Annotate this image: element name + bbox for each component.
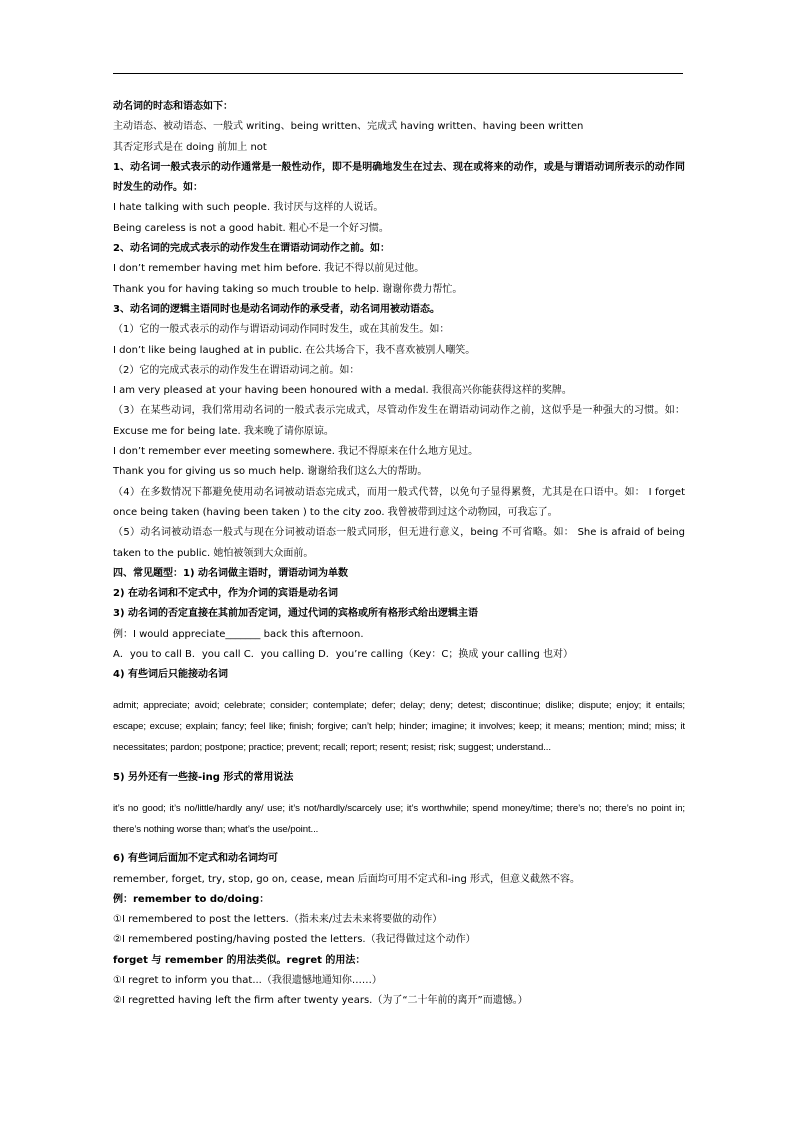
rule-3-point-1: （1）它的一般式表示的动作与谓语动词动作同时发生，或在其前发生。如： [113,324,450,336]
rule-1-example-1: I hate talking with such people. 我讨厌与这样的人说话。 [113,202,384,214]
question-type-5: 5) 另外还有一些接-ing 形式的常用说法 [113,771,294,783]
question-type-3-example: 例：I would appreciate_______ back this afternoon. [113,628,364,640]
question-types-title: 四、常见题型：1) 动名词做主语时，谓语动词为单数 [113,567,349,579]
remember-example-title: 例：remember to do/doing： [113,893,270,905]
question-type-3: 3) 动名词的否定直接在其前加否定词，通过代词的宾格或所有格形式给出逻辑主语 [113,608,479,620]
rule-2-title: 2、动名词的完成式表示的动作发生在谓语动词动作之前。如： [113,243,390,255]
rule-3-point-3-example-2: Thank you for giving us so much help. 谢谢给我们这么大的帮助。 [113,466,428,478]
question-type-6: 6) 有些词后面加不定式和动名词均可 [113,853,279,865]
rule-1-title: 1、动名词一般式表示的动作通常是一般性动作，即不是明确地发生在过去、现在或将来的动作，或是与谓语动词所表示的动作同时发生的动作。如： [113,161,685,194]
rule-3-point-2: （2）它的完成式表示的动作发生在谓语动词之前。如： [113,364,360,376]
rule-3-point-4: （4）在多数情况下都避免使用动名词被动语态完成式，而用一般式代替，以免句子显得累赘，尤其是在口语中。如： I forget once being taken (having been taken ) to the city zoo. 我曾被带到过这个动物园，可我忘了。 [113,486,685,518]
regret-example-1: ①I regret to inform you that...（我很遗憾地通知你……） [113,975,382,987]
rule-3-point-5: （5）动名词被动语态一般式与现在分词被动语态一般式同形，但无进行意义，being 不可省略。如： She is afraid of being taken to the public. 她怕被领到大众面前。 [113,527,685,559]
rule-2-example-2: Thank you for having taking so much trouble to help. 谢谢你费力帮忙。 [113,283,463,295]
question-type-3-options: A．you to call B．you call C．you calling D．you’re calling（Key：C；换成 your calling 也对） [113,649,574,661]
remember-example-2: ②I remembered posting/having posted the letters.（我记得做过这个动作） [113,934,476,946]
document-body [113,97,685,1012]
rule-3-point-2-example: I am very pleased at your having been honoured with a medal. 我很高兴你能获得这样的奖牌。 [113,385,572,397]
question-type-6-verbs: remember, forget, try, stop, go on, cease, mean 后面均可用不定式和-ing 形式，但意义截然不容。 [113,873,581,885]
rule-3-point-3: （3）在某些动词，我们常用动名词的一般式表示完成式，尽管动作发生在谓语动词动作之前，这似乎是一种强大的习惯。如：Excuse me for being late. 我来晚了请你原谅。 [113,405,685,437]
gerund-only-verb-list: admit; appreciate; avoid; celebrate; consider; contemplate; defer; delay; deny; detest; discontinue; dislike; dispute; enjoy; it entails; escape; excuse; explain; fancy; feel like; finish; forgive; can’t help; hinder; imagine; it involves; keep; it means; mention; mind; miss; it necessitates; pardon; postpone; practice; prevent; recall; report; resent; resist; risk; suggest; understand... [113,700,685,754]
question-type-4: 4) 有些词后只能接动名词 [113,669,229,681]
rule-3-title: 3、动名词的逻辑主语同时也是动名词动作的承受者，动名词用被动语态。 [113,303,440,315]
remember-example-1: ①I remembered to post the letters.（指未来/过去未来将要做的动作） [113,914,443,926]
regret-example-2: ②I regretted having left the firm after twenty years.（为了“二十年前的离开”而遗憾。） [113,995,528,1007]
forget-regret-title: forget 与 remember 的用法类似。regret 的用法： [113,954,366,966]
rule-1-example-2: Being careless is not a good habit. 粗心不是一个好习惯。 [113,222,389,234]
rule-3-point-3-example-1: I don’t remember ever meeting somewhere. 我记不得原来在什么地方见过。 [113,446,479,458]
question-type-2: 2) 在动名词和不定式中，作为介词的宾语是动名词 [113,588,339,600]
section-heading: 动名词的时态和语态如下： [113,101,233,112]
rule-3-point-1-example: I don’t like being laughed at in public. 在公共场合下，我不喜欢被别人嘲笑。 [113,344,476,356]
forms-line: 主动语态、被动语态、一般式 writing、being written、完成式 having written、having been written [113,121,584,133]
negative-form-line: 其否定形式是在 doing 前加上 not [113,141,267,153]
ing-expression-list: it’s no good; it’s no/little/hardly any/ use; it’s not/hardly/scarcely use; it’s worthwhile; spend money/time; there’s no; there’s no point in; there’s nothing worse than; what’s the use/point... [113,802,685,835]
header-rule [113,73,683,74]
rule-2-example-1: I don’t remember having met him before. 我记不得以前见过他。 [113,263,425,275]
